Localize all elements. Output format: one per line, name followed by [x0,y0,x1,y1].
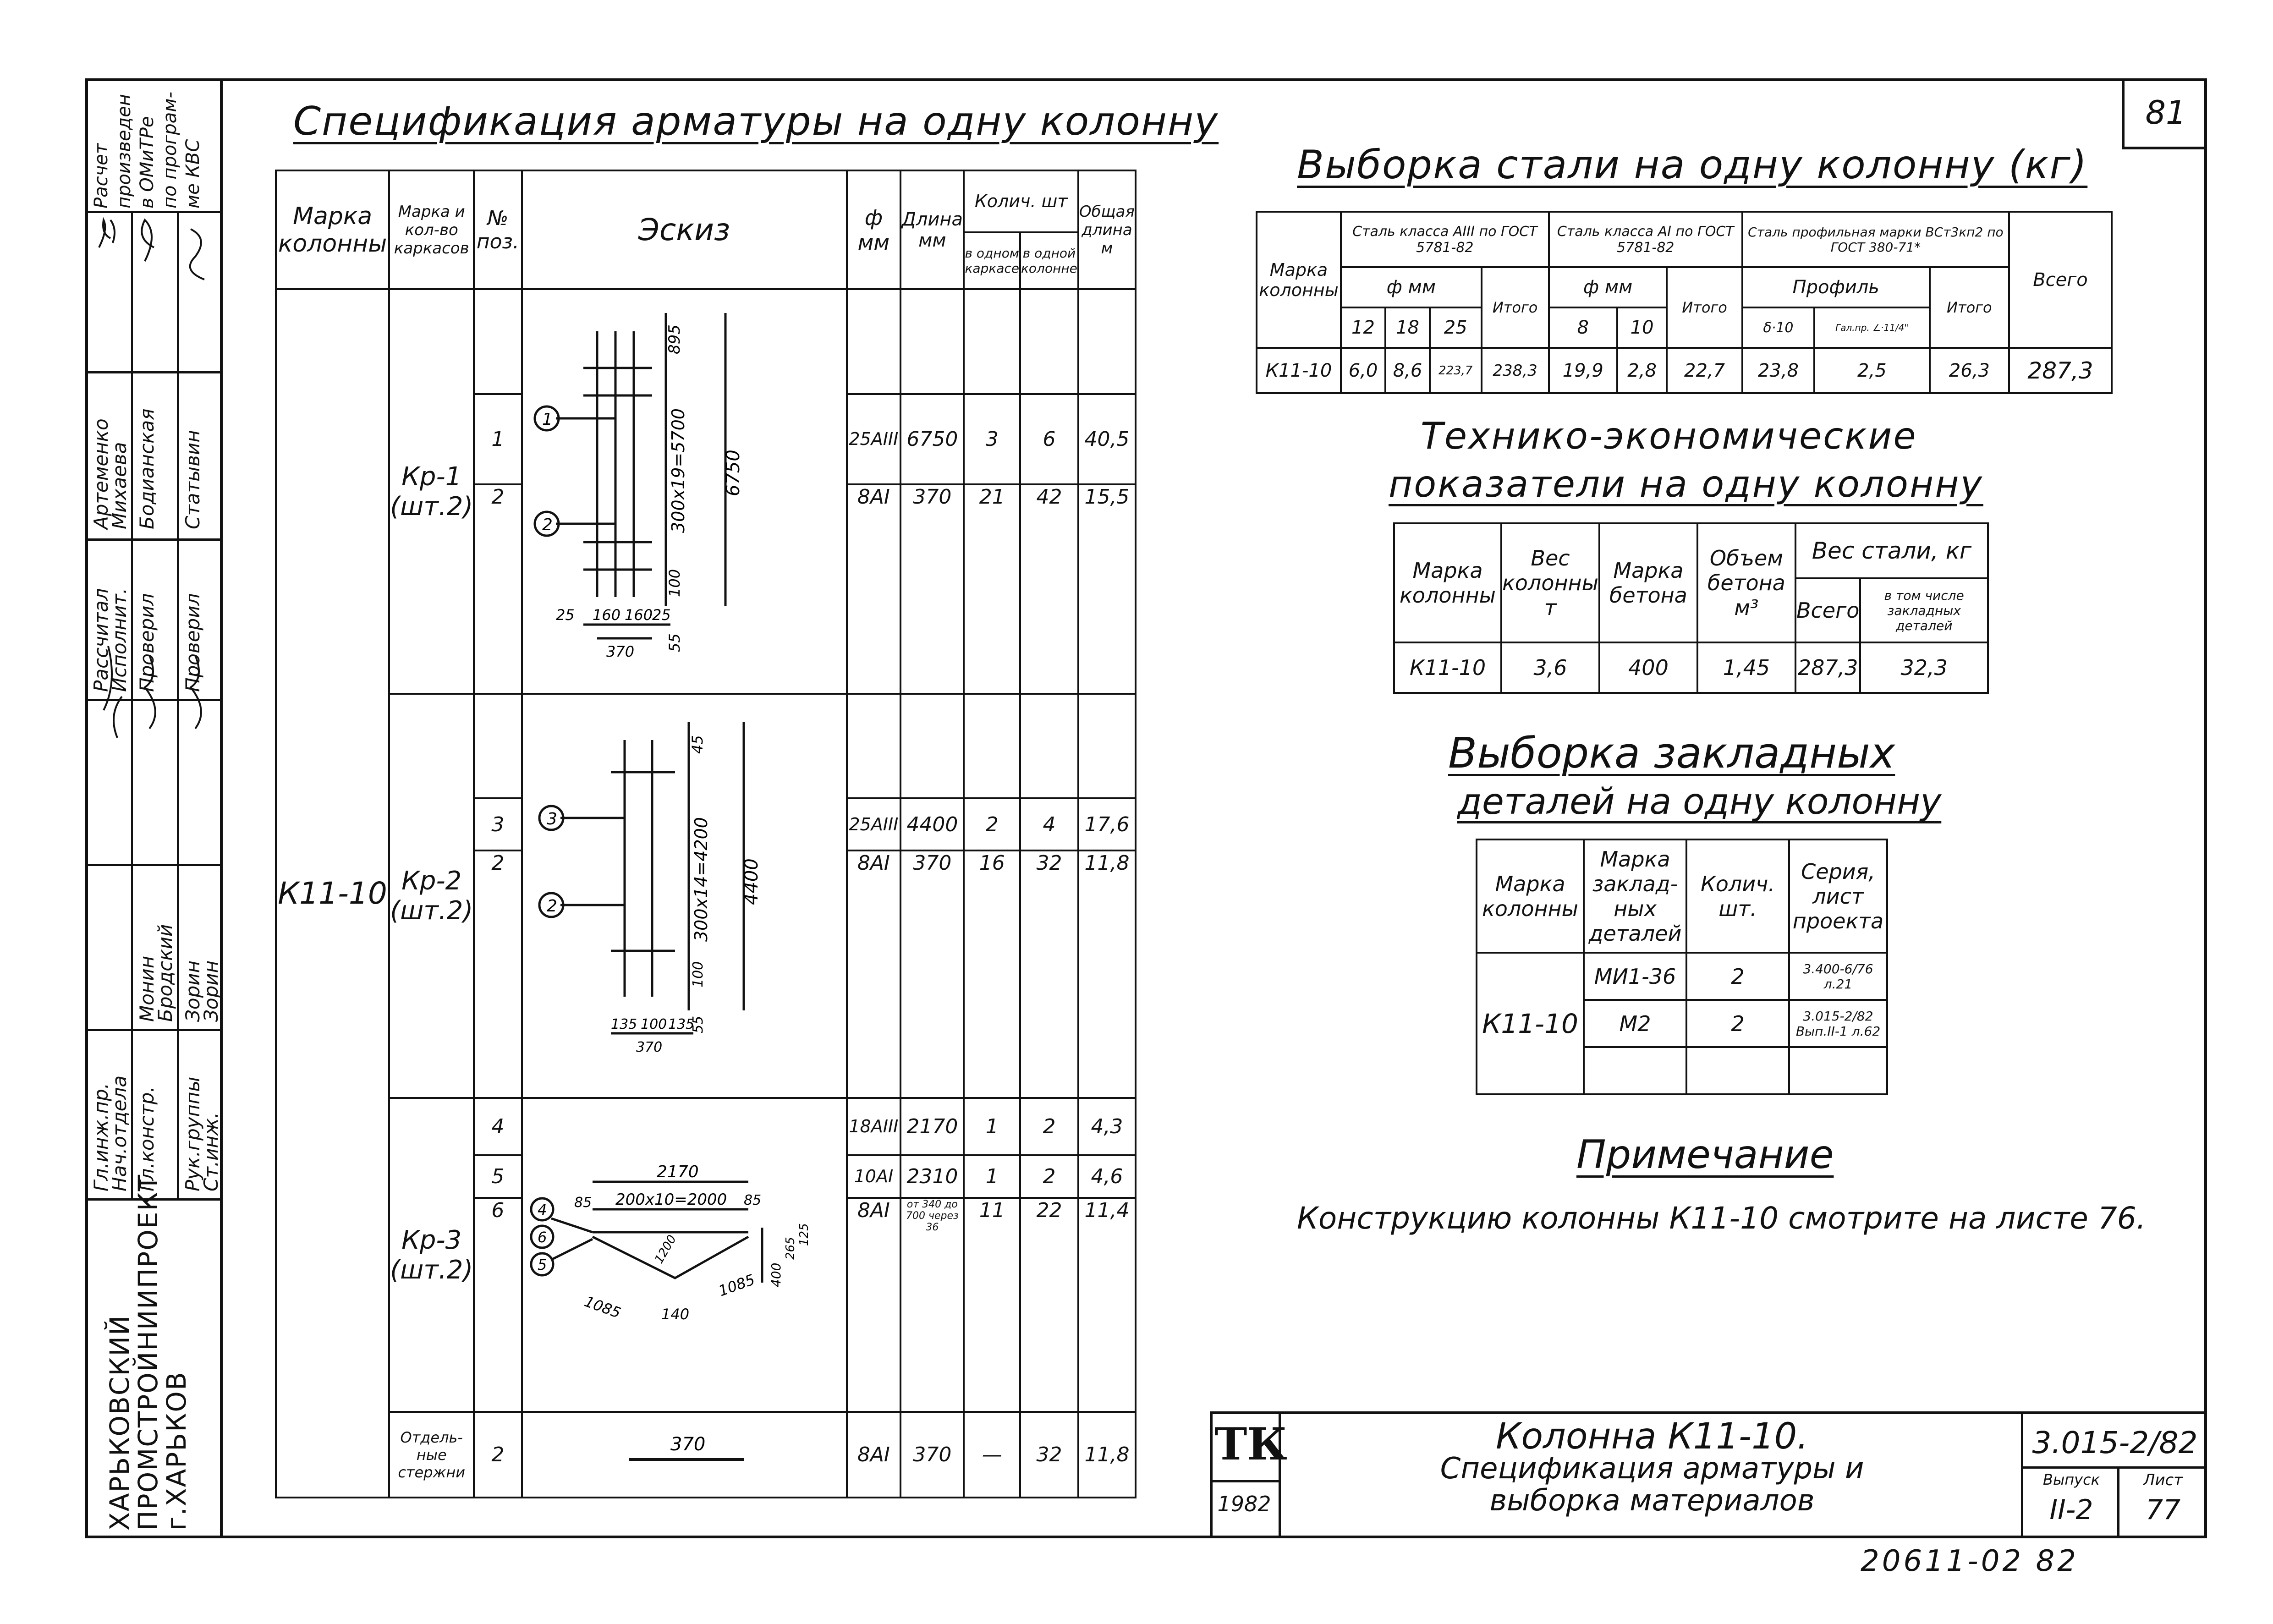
marker-label: 4 [538,1201,547,1218]
table-cell [1020,289,1078,394]
marker-label: 2 [547,896,557,916]
issue-value: II-2 [2049,1494,2093,1526]
signature-name: Михаева [108,442,131,529]
drawing-name-line: выборка материалов [1489,1484,1815,1518]
cage-mark-cell [389,1098,474,1412]
embedded-qty-cell: 2 [1686,1000,1789,1047]
embedded-header-part: Марка заклад-ных деталей [1584,839,1686,953]
calc-note-line: по програм- [159,92,181,208]
embedded-table [1476,839,1888,1095]
table-cell [964,289,1020,394]
dia-cell: 10AI [847,1155,901,1198]
dim-label: 85 [744,1192,762,1208]
title-block-divider [2021,1411,2023,1538]
signature-name: Зорин [200,960,222,1022]
table-cell [474,289,522,394]
cage-mark-cell [389,289,474,693]
dim-label: 100 [690,961,707,988]
spec-title: Спецификация арматуры на одну колонну [293,99,1219,144]
total-length-cell: 11,8 [1078,1412,1136,1498]
table-cell [1686,1047,1789,1094]
steel-dia: 8 [1549,307,1617,348]
pos-cell: 6 [474,1198,522,1412]
signature-role: Исполнит. [108,587,131,692]
embedded-qty-cell: 2 [1686,953,1789,1000]
handwritten-number: 20611-02 82 [1861,1544,2079,1578]
sketch-cell-kr3 [522,1098,847,1412]
tech-value: 400 [1599,642,1697,693]
signature-role: Ст.инж. [200,1112,222,1191]
logo: ТК [1214,1418,1287,1470]
embedded-header-series: Серия, лист проекта [1789,839,1887,953]
tech-value: К11-10 [1394,642,1501,693]
embedded-title-1: Выборка закладных [1448,729,1895,778]
qty-column-cell: 42 [1020,484,1078,694]
signature-scribble [191,655,201,729]
cage-mark: Кр-1 (шт.2) [390,461,473,521]
table-cell [964,694,1020,798]
signature-role: Нач.отдела [108,1075,131,1191]
length-cell: от 340 до 700 через 36 [900,1198,964,1412]
year: 1982 [1217,1492,1271,1516]
marker-label: 5 [538,1256,547,1273]
dia-cell: 8AI [847,1198,901,1412]
signature-role: Гл.инж.пр. [90,1082,112,1191]
signature-scribble [104,646,122,738]
tech-header-weight: Вес колонны т [1501,523,1599,642]
qty-column-cell: 6 [1020,394,1078,484]
qty-cage-cell: 3 [964,394,1020,484]
calc-note [90,85,204,208]
steel-value: 287,3 [2009,348,2112,393]
steel-value: 22,7 [1667,348,1742,393]
qty-column-cell: 22 [1020,1198,1078,1412]
dim-label: 45 [689,735,707,754]
signature-scribble [142,220,154,261]
dim-label: 6750 [723,449,744,496]
dim-label: 25 [556,606,575,624]
cage-mark-cell [389,694,474,1098]
spec-table [275,170,1136,1498]
embedded-series-cell: 3.400-6/76 л.21 [1789,953,1887,1000]
calc-note-line: в ОМиТРе [137,116,158,208]
table-cell [900,694,964,798]
organization [104,1174,192,1531]
length-cell: 370 [900,850,964,1098]
total-length-cell: 15,5 [1078,484,1136,694]
table-cell [1584,1047,1686,1094]
signature-name: Бродский [154,924,176,1022]
dim-label: 125 [797,1223,812,1246]
length-cell: 370 [900,484,964,694]
steel-header-profile-sub: Профиль [1742,267,1930,307]
signature-role: Гл.констр. [136,1086,158,1191]
steel-header-all: Всего [2009,212,2112,348]
dim-label: 895 [665,324,684,354]
pos-cell: 4 [474,1098,522,1155]
signature-name: Артеменко [90,418,112,529]
dim-label: 140 [661,1305,690,1323]
signature-role: Рассчитал [90,588,112,692]
total-length-cell: 11,8 [1078,850,1136,1098]
table-cell [1020,694,1078,798]
dia-cell: 18AIII [847,1098,901,1155]
note-text: Конструкцию колонны К11-10 смотрите на листе 76. [1297,1201,2146,1236]
steel-header-phi: ф мм [1549,267,1667,307]
drawing-name-line: Спецификация арматуры и [1440,1452,1864,1486]
qty-column-cell: 2 [1020,1098,1078,1155]
qty-cage-cell: — [964,1412,1020,1498]
steel-value: 223,7 [1430,348,1482,393]
header-total-length: Общая длина м [1078,170,1136,289]
page-number-box [2122,78,2207,149]
signature-name: Монин [136,955,158,1022]
issue-label: Выпуск [2043,1471,2100,1488]
header-cage-mark: Марка и кол-во каркасов [389,170,474,289]
sketch-cell-separate [522,1412,847,1498]
tech-table [1393,522,1989,694]
title-block-divider [2117,1466,2119,1538]
steel-header-mark: Марка колонны [1257,212,1341,348]
dim-label: 370 [606,642,635,660]
qty-column-cell: 2 [1020,1155,1078,1198]
steel-value: 6,0 [1341,348,1385,393]
table-cell [847,694,901,798]
embedded-part-cell: М2 [1584,1000,1686,1047]
tech-header-all: Всего [1795,578,1860,642]
sketch-cell-kr2 [522,694,847,1098]
steel-header-a3: Сталь класса АIII по ГОСТ 5781-82 [1341,212,1549,267]
steel-value: 8,6 [1385,348,1430,393]
sketch-cell-kr1 [522,289,847,693]
qty-column-cell: 4 [1020,798,1078,850]
stamp-divider [85,1029,223,1031]
column-mark-cell: К11-10 [276,289,389,1498]
dia-cell: 25AIII [847,798,901,850]
steel-dia: 18 [1385,307,1430,348]
dim-label: 1200 [652,1232,680,1266]
steel-header-total: Итого [1930,267,2009,348]
steel-dia: 12 [1341,307,1385,348]
sketch-separate [593,1427,776,1482]
signature-scribble [99,220,115,247]
steel-value: 19,9 [1549,348,1617,393]
pos-cell: 2 [474,850,522,1098]
steel-value: 23,8 [1742,348,1814,393]
pos-cell: 5 [474,1155,522,1198]
organization-line: ХАРЬКОВСКИЙ [104,1314,135,1531]
table-cell [847,289,901,394]
embedded-series-cell: 3.015-2/82 Вып.II-1 л.62 [1789,1000,1887,1047]
leader-line [551,1239,593,1260]
tech-value: 32,3 [1860,642,1988,693]
header-column-mark: Марка колонны [276,170,389,289]
tech-header-mark: Марка колонны [1394,523,1501,642]
steel-mark-cell: К11-10 [1257,348,1341,393]
dim-label: 135 [668,1016,695,1032]
tech-header-embedded: в том числе закладных деталей [1860,578,1988,642]
length-cell: 370 [900,1412,964,1498]
length-cell: 4400 [900,798,964,850]
qty-cage-cell: 21 [964,484,1020,694]
dim-label: 160 [593,606,621,624]
steel-value: 2,5 [1814,348,1929,393]
organization-line: г.ХАРЬКОВ [161,1371,192,1531]
sketch-kr3 [524,1159,845,1351]
dim-label: 55 [690,1015,707,1033]
pos-cell: 2 [474,484,522,694]
table-cell [1078,289,1136,394]
dia-cell: 8AI [847,850,901,1098]
note-title: Примечание [1576,1132,1834,1178]
embedded-title-2: деталей на одну колонну [1457,781,1942,823]
cage-mark: Кр-3 (шт.2) [390,1225,473,1285]
calc-note-line: Расчет [91,143,112,208]
qty-cage-cell: 11 [964,1198,1020,1412]
header-qty: Колич. шт [964,170,1078,232]
qty-column-cell: 32 [1020,1412,1078,1498]
drawing-name [1288,1416,2016,1518]
dim-label: 400 [769,1262,784,1287]
total-length-cell: 40,5 [1078,394,1136,484]
table-cell [1789,1047,1887,1094]
sketch-kr1 [524,304,845,680]
dim-label: 4400 [741,858,763,905]
dim-label: 100 [641,1016,667,1032]
drawing-name-line: Колонна К11-10. [1495,1416,1809,1457]
embedded-header-qty: Колич. шт. [1686,839,1789,953]
steel-profile: δ·10 [1742,307,1814,348]
qty-cage-cell: 2 [964,798,1020,850]
sketch-kr2 [524,713,845,1079]
tech-value: 287,3 [1795,642,1860,693]
pos-cell: 1 [474,394,522,484]
signature-role: Рук.группы [181,1076,204,1191]
tech-value: 3,6 [1501,642,1599,693]
steel-header-total: Итого [1667,267,1742,348]
steel-title: Выборка стали на одну колонну (кг) [1297,142,2088,188]
pos-cell: 3 [474,798,522,850]
steel-header-a1: Сталь класса АI по ГОСТ 5781-82 [1549,212,1742,267]
signature-role: Проверил [181,593,204,692]
table-cell [1078,694,1136,798]
marker-label: 2 [542,515,553,534]
calc-note-line: произведен [114,94,135,208]
header-length: Длина мм [900,170,964,289]
dim-label: 200х10=2000 [615,1190,727,1209]
length-cell: 6750 [900,394,964,484]
table-cell [900,289,964,394]
tech-header-concrete: Марка бетона [1599,523,1697,642]
dim-label: 100 [666,569,684,597]
header-dia: ф мм [847,170,901,289]
signature-scribbles [85,211,223,864]
qty-column-cell: 32 [1020,850,1078,1098]
tech-header-volume: Объем бетона м³ [1697,523,1795,642]
dim-label: 25 [652,606,671,624]
steel-header-phi: ф мм [1341,267,1482,307]
tech-title-1: Технико-экономические [1421,415,1917,457]
title-block-divider [2021,1466,2207,1469]
total-length-cell: 4,6 [1078,1155,1136,1198]
dim-label: 1085 [582,1292,623,1322]
dim-label: 2170 [657,1162,699,1181]
marker-label: 3 [547,809,557,828]
qty-cage-cell: 16 [964,850,1020,1098]
sheet-value: 77 [2145,1494,2181,1526]
organization-line: ПРОМСТРОЙНИИПРОЕКТ [132,1174,164,1531]
dim-label: 1085 [716,1270,758,1300]
header-qty-column: в одной колонне [1020,232,1078,290]
stamp-divider [85,864,223,866]
steel-profile: Гал.пр. ∠·11/4" [1814,307,1929,348]
steel-table [1256,211,2113,394]
signature-scribble [145,655,155,729]
dim-label: 55 [666,633,684,652]
embedded-part-cell: МИ1-36 [1584,953,1686,1000]
dim-label: 135 [611,1016,637,1032]
signature-name: Бодианская [136,408,158,529]
dia-cell: 8AI [847,484,901,694]
page-number: 81 [2145,93,2186,132]
steel-value: 26,3 [1930,348,2009,393]
marker-label: 6 [538,1228,547,1246]
header-sketch: Эскиз [522,170,847,289]
cage-mark-cell: Отдель-ные стержни [389,1412,474,1498]
tech-header-steel: Вес стали, кг [1795,523,1988,578]
length-cell: 2170 [900,1098,964,1155]
steel-dia: 25 [1430,307,1482,348]
tech-value: 1,45 [1697,642,1795,693]
total-length-cell: 11,4 [1078,1198,1136,1412]
dia-cell: 8AI [847,1412,901,1498]
header-pos: № поз. [474,170,522,289]
steel-dia: 10 [1617,307,1667,348]
signature-role: Проверил [136,593,158,692]
cage-mark: Кр-2 (шт.2) [390,866,473,926]
dim-label: 85 [574,1194,592,1211]
steel-value: 238,3 [1482,348,1549,393]
embedded-header-mark: Марка колонны [1477,839,1584,953]
qty-cage-cell: 1 [964,1098,1020,1155]
pos-cell: 2 [474,1412,522,1498]
dim-label: 370 [636,1039,663,1055]
steel-header-total: Итого [1482,267,1549,348]
total-length-cell: 17,6 [1078,798,1136,850]
header-qty-cage: в одном каркасе [964,232,1020,290]
tech-title-2: показатели на одну колонну [1389,463,1983,505]
drawing-code: 3.015-2/82 [2032,1425,2198,1460]
signature-name: Зорин [181,960,204,1022]
dim-label: 160 [625,606,653,624]
embedded-mark-cell: К11-10 [1477,953,1584,1094]
table-cell [474,694,522,798]
leader-line [551,1218,593,1232]
qty-cage-cell: 1 [964,1155,1020,1198]
steel-header-profile: Сталь профильная марки ВСт3кп2 по ГОСТ 380-71* [1742,212,2009,267]
marker-label: 1 [542,410,553,429]
title-block-divider [1210,1480,1279,1482]
steel-value: 2,8 [1617,348,1667,393]
dim-label: 370 [670,1433,706,1455]
total-length-cell: 4,3 [1078,1098,1136,1155]
dim-label: 300х14=4200 [691,817,712,942]
dia-cell: 25AIII [847,394,901,484]
sheet-label: Лист [2143,1471,2183,1489]
length-cell: 2310 [900,1155,964,1198]
calc-note-line: ме КВС [182,139,203,208]
dim-label: 265 [784,1236,798,1260]
signature-name: Статывин [181,430,204,529]
signature-scribble [190,229,204,280]
dim-label: 300х19=5700 [668,408,689,533]
